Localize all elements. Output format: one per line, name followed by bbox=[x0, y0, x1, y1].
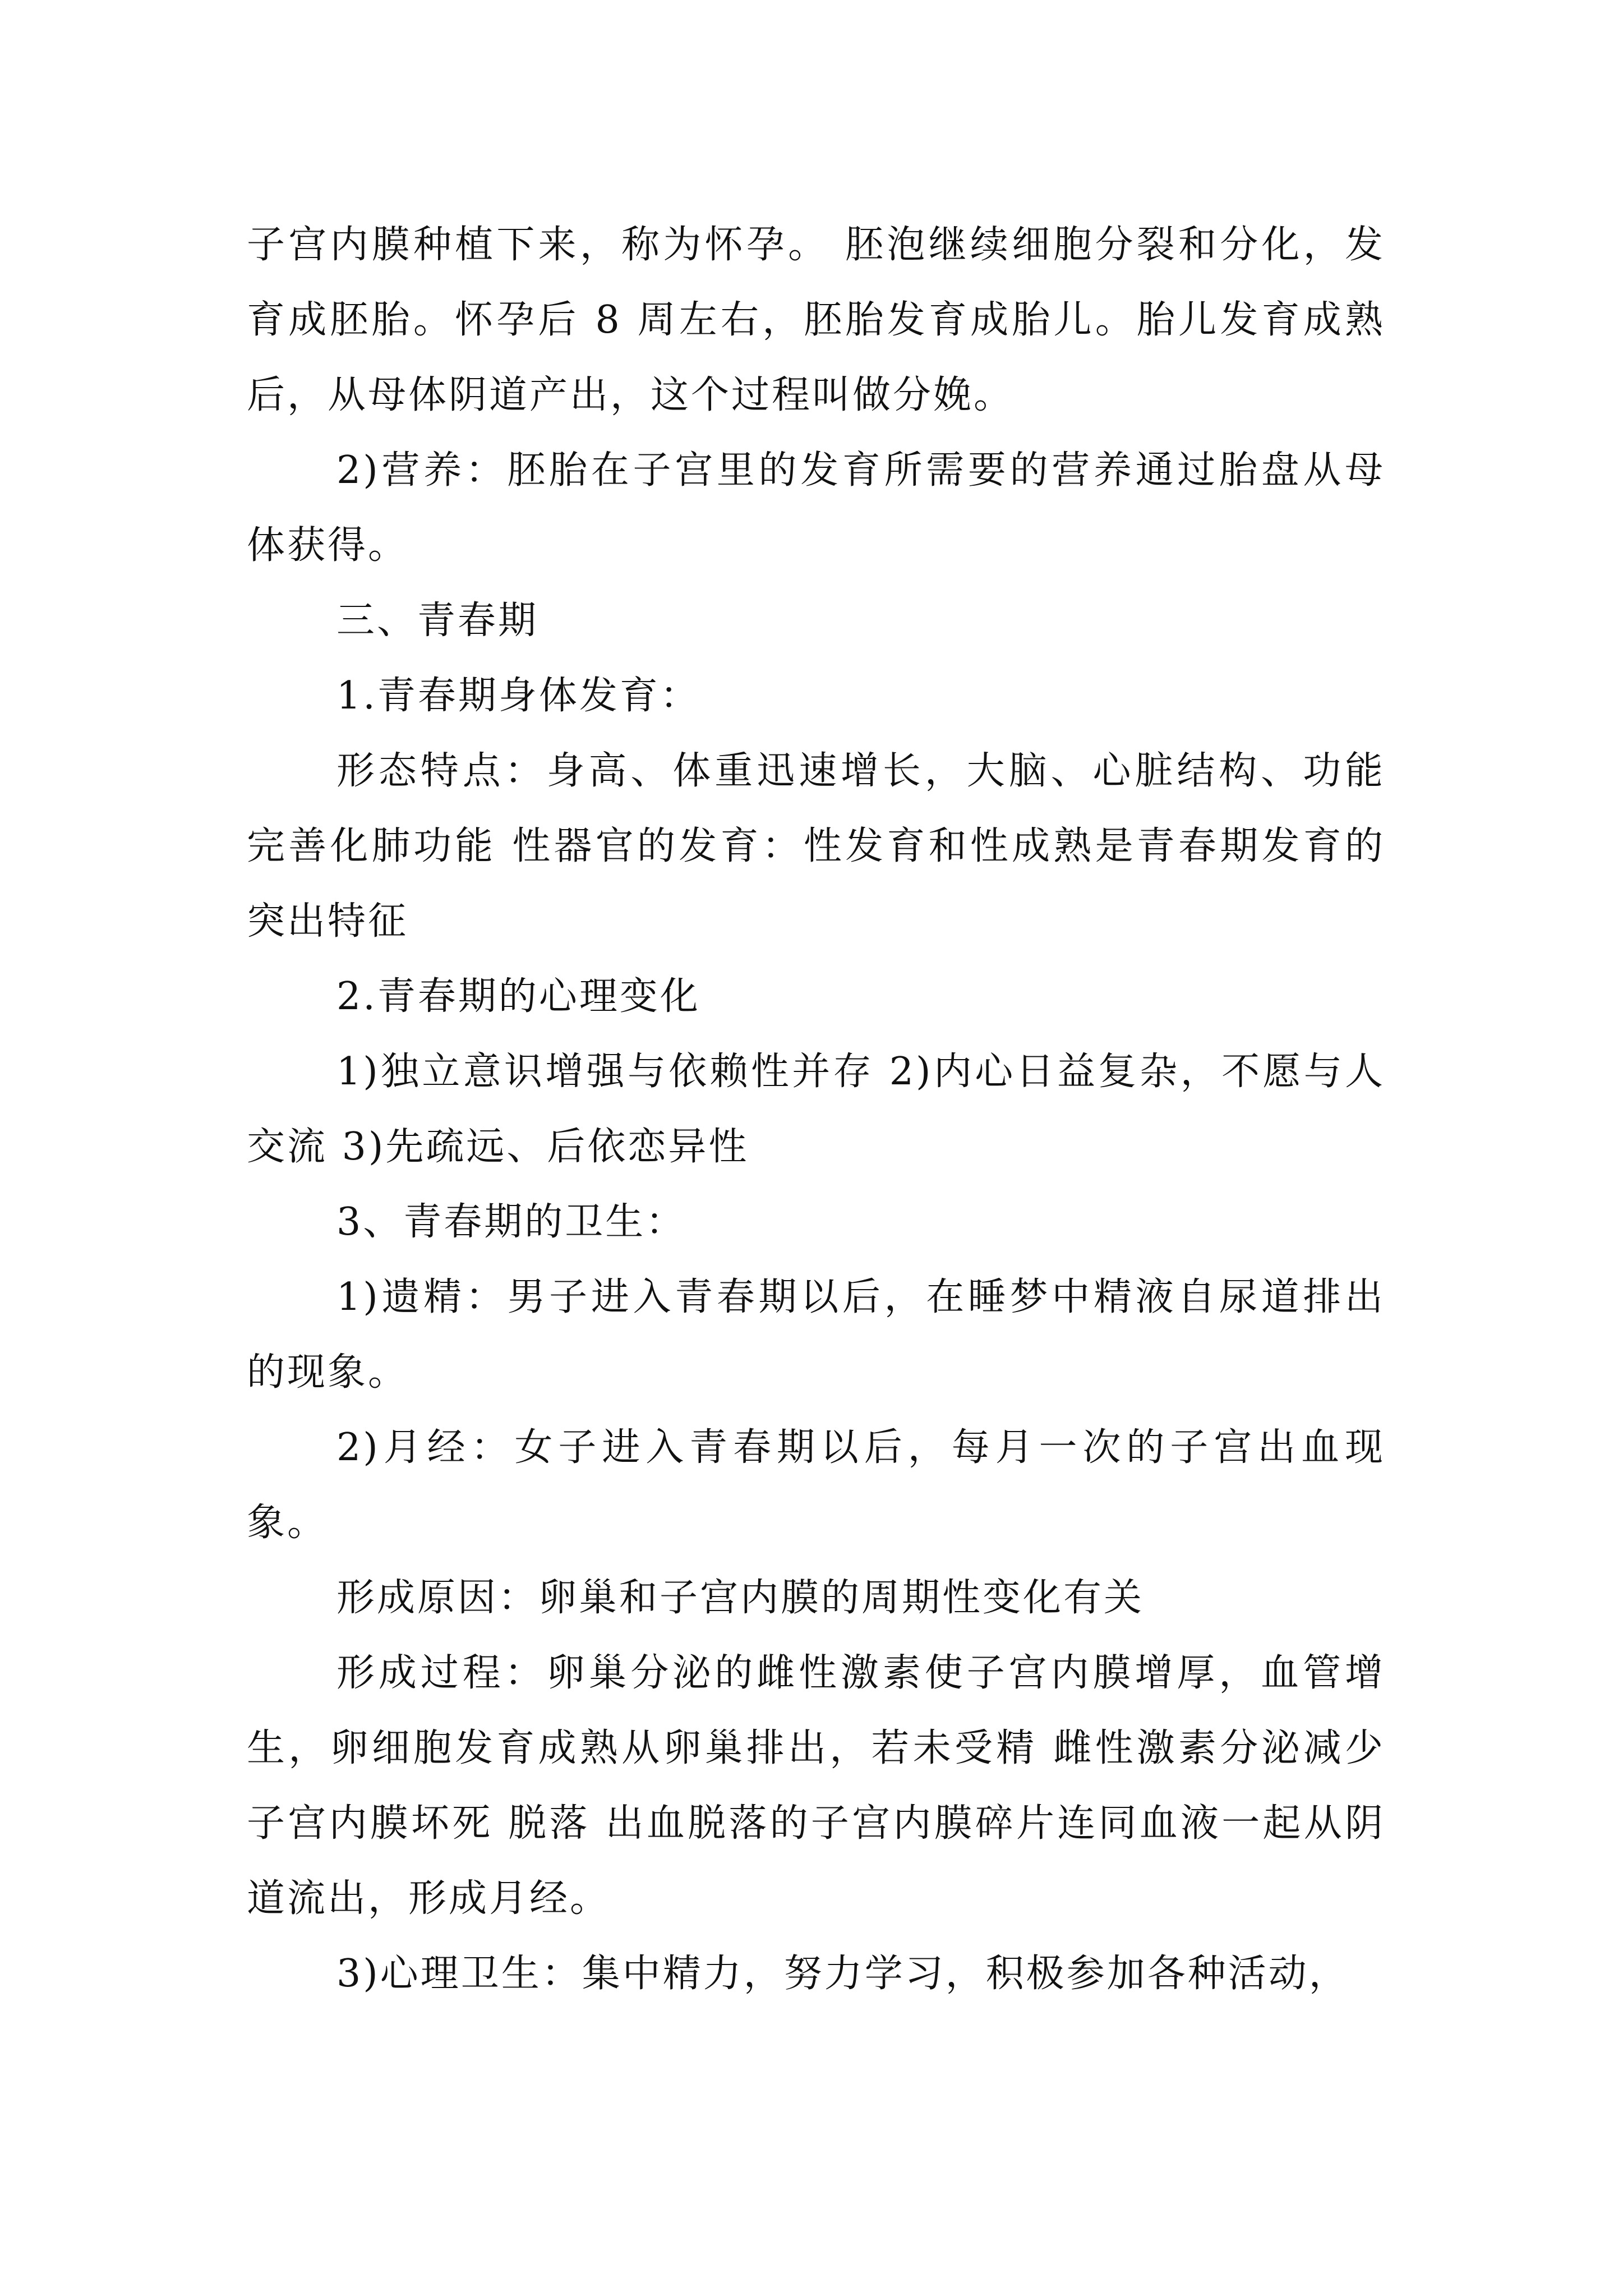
paragraph-menstruation: 2)月经：女子进入青春期以后，每月一次的子宫出血现象。 bbox=[247, 1425, 1385, 1545]
section-heading-puberty: 三、青春期 bbox=[336, 599, 539, 643]
paragraph-psychological-list: 1)独立意识增强与依赖性并存 2)内心日益复杂，不愿与人交流 3)先疏远、后依恋异性 bbox=[247, 1050, 1385, 1169]
subheading-psychological-changes: 2.青春期的心理变化 bbox=[336, 974, 700, 1019]
subheading-physical-development: 1.青春期身体发育： bbox=[336, 674, 700, 718]
paragraph-process: 形成过程：卵巢分泌的雌性激素使子宫内膜增厚，血管增生，卵细胞发育成熟从卵巢排出，若未受精 雌性激素分泌减少 子宫内膜坏死 脱落 出血脱落的子宫内膜碎片连同血液一起从阴道流出，形成月经。 bbox=[247, 1651, 1385, 1921]
paragraph-emission: 1)遗精：男子进入青春期以后，在睡梦中精液自尿道排出的现象。 bbox=[247, 1275, 1385, 1395]
paragraph-nutrition: 2)营养：胚胎在子宫里的发育所需要的营养通过胎盘从母体获得。 bbox=[247, 448, 1385, 568]
paragraph-morphology: 形态特点：身高、体重迅速增长，大脑、心脏结构、功能完善化肺功能 性器官的发育：性发育和性成熟是青春期发育的突出特征 bbox=[247, 749, 1385, 944]
subheading-hygiene: 3、青春期的卫生： bbox=[336, 1200, 686, 1244]
paragraph-mental-hygiene: 3)心理卫生：集中精力，努力学习，积极参加各种活动， bbox=[336, 1952, 1349, 1996]
document-body bbox=[247, 208, 1385, 2012]
paragraph-pregnancy: 子宫内膜种植下来，称为怀孕。 胚泡继续细胞分裂和分化，发育成胚胎。怀孕后 8 周左右，胚胎发育成胎儿。胎儿发育成熟后，从母体阴道产出，这个过程叫做分娩。 bbox=[247, 223, 1385, 417]
paragraph-cause: 形成原因：卵巢和子宫内膜的周期性变化有关 bbox=[336, 1576, 1145, 1620]
